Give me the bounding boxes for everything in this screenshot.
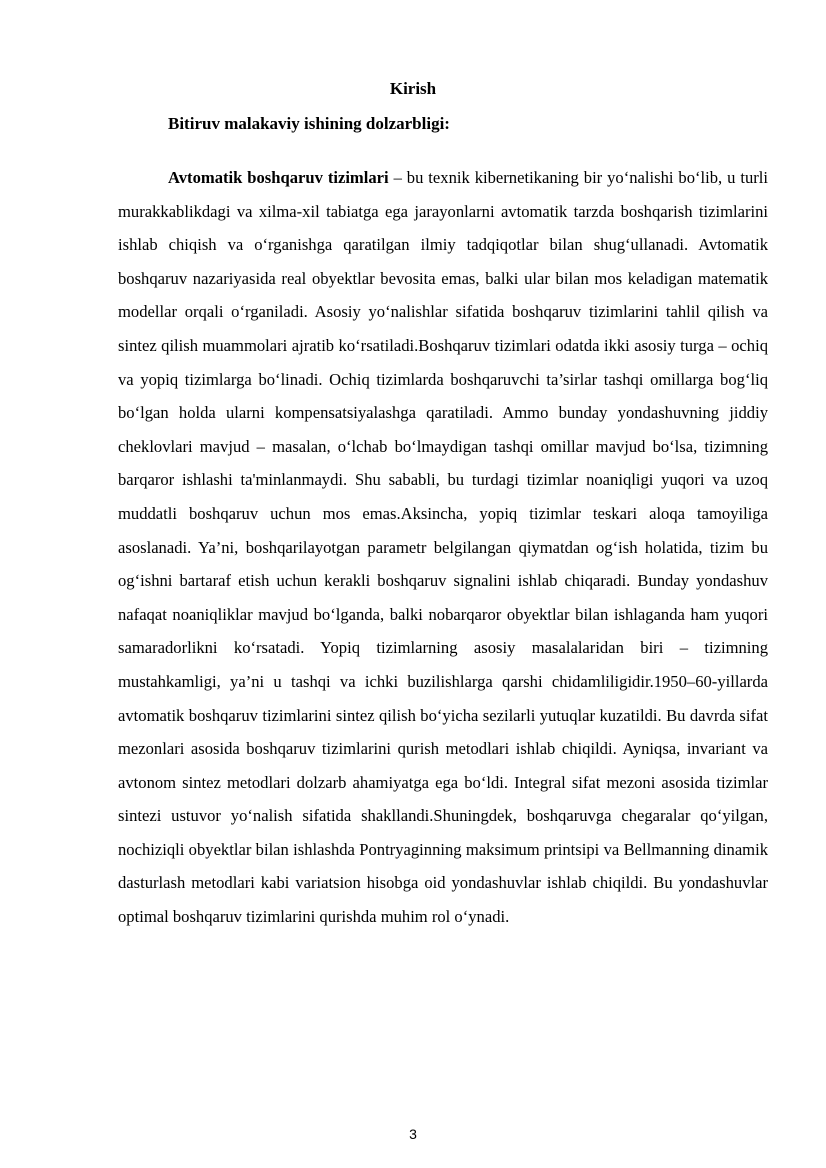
paragraph-text: – bu texnik kibernetikaning bir yo‘nalishi bo‘lib, u turli murakkablikdagi va xilma-xil tabiatga ega jarayonlarni avtomatik tarzda boshqarish tizimlarini ishlab chiqish va o‘rganishga qaratilgan ilmiy tadqiqotlar bilan shug‘ullanadi. Avtomatik boshqaruv nazariyasida real obyektlar bevosita emas, balki ular bilan mos keladigan matematik modellar orqali o‘rganiladi. Asosiy yo‘nalishlar sifatida boshqaruv tizimlarini tahlil qilish va sintez qilish muammolari ajratib ko‘rsatiladi.Boshqaruv tizimlari odatda ikki asosiy turga – ochiq va yopiq tizimlarga bo‘linadi. Ochiq tizimlarda boshqaruvchi ta’sirlar tashqi omillarga bog‘liq bo‘lgan holda ularni kompensatsiyalashga qaratiladi. Ammo bunday yondashuvning jiddiy cheklovlari mavjud – masalan, o‘lchab bo‘lmaydigan tashqi omillar mavjud bo‘lsa, tizimning barqaror ishlashi ta'minlanmaydi. Shu sababli, bu turdagi tizimlar noaniqligi yuqori va uzoq muddatli boshqaruv uchun mos emas.Aksincha, yopiq tizimlar teskari aloqa tamoyiliga asoslanadi. Ya’ni, boshqarilayotgan parametr belgilangan qiymatdan og‘ish holatida, tizim bu og‘ishni bartaraf etish uchun kerakli boshqaruv signalini ishlab chiqaradi. Bunday yondashuv nafaqat noaniqliklar mavjud bo‘lganda, balki nobarqaror obyektlar bilan ishlaganda ham yuqori samaradorlikni ko‘rsatadi. Yopiq tizimlarning asosiy masalalaridan biri – tizimning mustahkamligi, ya’ni u tashqi va ichki buzilishlarga qarshi chidamliligidir.1950–60-yillarda avtomatik boshqaruv tizimlarini sintez qilish bo‘yicha sezilarli yutuqlar kuzatildi. Bu davrda sifat mezonlari asosida boshqaruv tizimlarini qurish metodlari ishlab chiqildi. Ayniqsa, invariant va avtonom sintez metodlari dolzarb ahamiyatga ega bo‘ldi. Integral sifat mezoni asosida tizimlar sintezi ustuvor yo‘nalish sifatida shakllandi.Shuningdek, boshqaruvga chegaralar qo‘yilgan, nochiziqli obyektlar bilan ishlashda Pontryaginning maksimum printsipi va Bellmanning dinamik dasturlash metodlari kabi variatsion hisobga oid yondashuvlar ishlab chiqildi. Bu yondashuvlar optimal boshqaruv tizimlarini qurishda muhim rol o‘ynadi. (118, 168, 768, 927)
section-subtitle: Bitiruv malakaviy ishining dolzarbligi: (168, 114, 450, 133)
paragraph-lead-term: Avtomatik boshqaruv tizimlari (168, 168, 389, 187)
body-paragraph (118, 161, 768, 934)
page-title: Kirish (389, 79, 437, 98)
page-number: 3 (409, 1126, 417, 1142)
